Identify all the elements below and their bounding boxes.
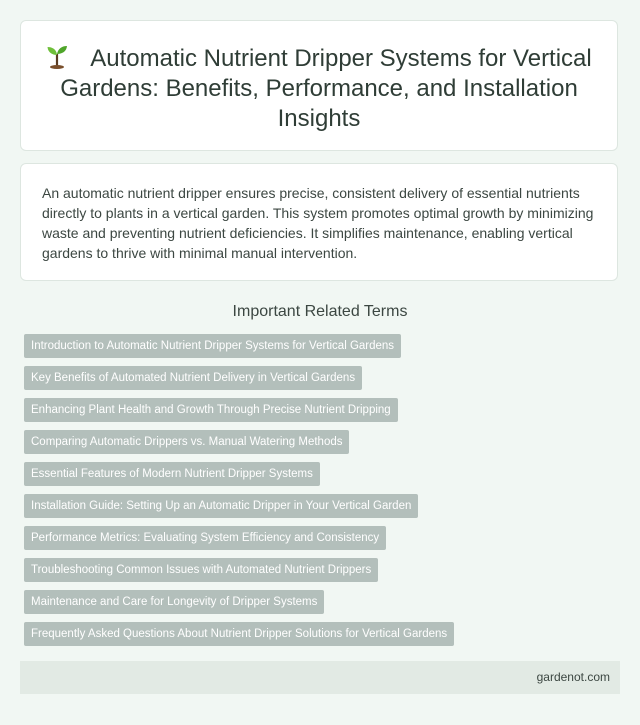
list-item — [24, 494, 624, 518]
related-term-tag[interactable]: Essential Features of Modern Nutrient Dripper Systems — [24, 462, 320, 486]
footer — [20, 661, 620, 694]
footer-site-link[interactable]: gardenot.com — [536, 670, 610, 684]
intro-text: An automatic nutrient dripper ensures precise, consistent delivery of essential nutrients directly to plants in a vertical garden. This system promotes optimal growth by minimizing waste and preventing nutrient deficiencies. It simplifies maintenance, enabling vertical gardens to thrive with minimal manual intervention. — [42, 185, 594, 261]
related-term-tag[interactable]: Key Benefits of Automated Nutrient Delivery in Vertical Gardens — [24, 366, 362, 390]
related-term-tag[interactable]: Installation Guide: Setting Up an Automatic Dripper in Your Vertical Garden — [24, 494, 418, 518]
related-terms-list — [24, 334, 624, 654]
list-item — [24, 334, 624, 358]
list-item — [24, 462, 624, 486]
related-term-tag[interactable]: Performance Metrics: Evaluating System Efficiency and Consistency — [24, 526, 386, 550]
page-title — [39, 43, 599, 134]
related-term-tag[interactable]: Introduction to Automatic Nutrient Dripper Systems for Vertical Gardens — [24, 334, 401, 358]
list-item — [24, 366, 624, 390]
related-term-tag[interactable]: Comparing Automatic Drippers vs. Manual Watering Methods — [24, 430, 349, 454]
related-term-tag[interactable]: Troubleshooting Common Issues with Automated Nutrient Drippers — [24, 558, 378, 582]
list-item — [24, 526, 624, 550]
page-title-text: Automatic Nutrient Dripper Systems for Vertical Gardens: Benefits, Performance, and Installation Insights — [60, 45, 592, 132]
related-term-tag[interactable]: Frequently Asked Questions About Nutrient Dripper Solutions for Vertical Gardens — [24, 622, 454, 646]
related-terms-heading: Important Related Terms — [232, 303, 408, 320]
list-item — [24, 590, 624, 614]
list-item — [24, 622, 624, 646]
related-term-tag[interactable]: Enhancing Plant Health and Growth Through Precise Nutrient Dripping — [24, 398, 398, 422]
list-item — [24, 398, 624, 422]
list-item — [24, 558, 624, 582]
intro-card — [20, 163, 618, 281]
title-card — [20, 20, 618, 151]
list-item — [24, 430, 624, 454]
related-term-tag[interactable]: Maintenance and Care for Longevity of Dripper Systems — [24, 590, 324, 614]
sprout-icon — [46, 43, 68, 69]
